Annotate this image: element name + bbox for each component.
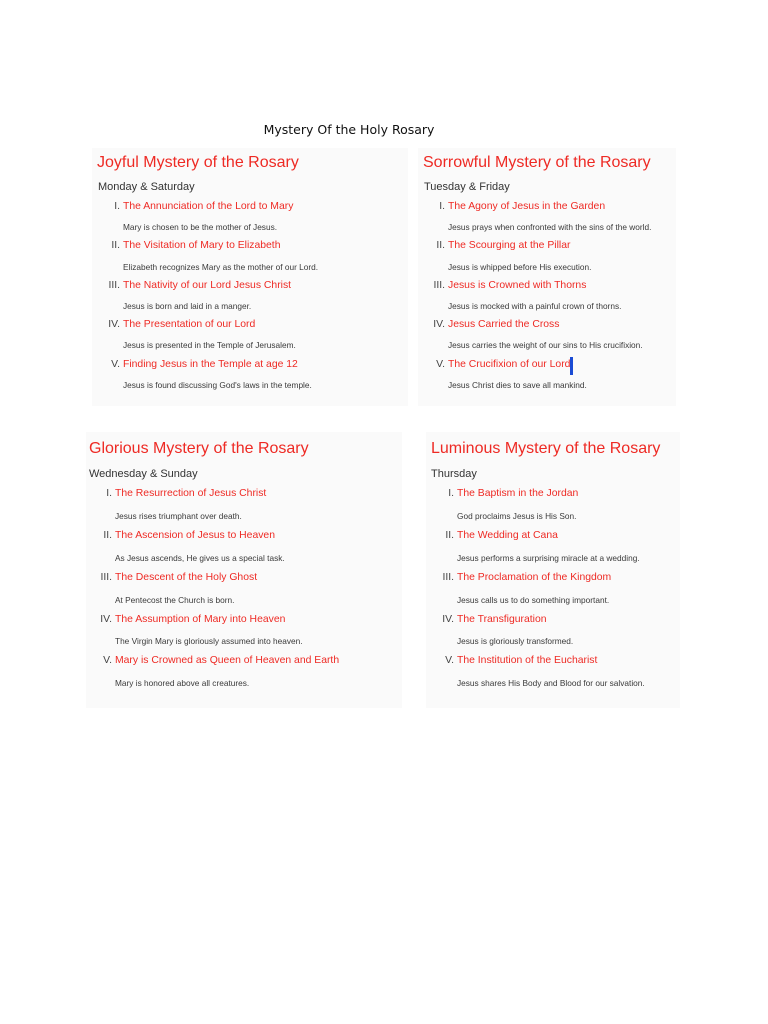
joyful-mystery-3-title: The Nativity of our Lord Jesus Christ — [123, 280, 292, 291]
luminous-numeral-3: III. — [442, 572, 454, 583]
sorrowful-mystery-3-title: Jesus is Crowned with Thorns — [448, 280, 587, 291]
document-title: Mystery Of the Holy Rosary — [263, 122, 435, 137]
sorrowful-numeral-4: IV. — [433, 319, 445, 330]
glorious-numeral-1: I. — [106, 488, 112, 499]
luminous-days: Thursday — [431, 468, 477, 480]
glorious-mystery-2-title: The Ascension of Jesus to Heaven — [115, 530, 275, 541]
luminous-heading: Luminous Mystery of the Rosary — [431, 440, 661, 457]
joyful-numeral-1: I. — [114, 201, 120, 212]
glorious-mystery-1-desc: Jesus rises triumphant over death. — [115, 511, 242, 521]
luminous-mystery-2-desc: Jesus performs a surprising miracle at a wedding. — [457, 553, 640, 563]
luminous-mystery-1-desc: God proclaims Jesus is His Son. — [457, 511, 577, 521]
sorrowful-mystery-2-desc: Jesus is whipped before His execution. — [448, 262, 592, 272]
glorious-mystery-5-desc: Mary is honored above all creatures. — [115, 678, 250, 688]
glorious-numeral-2: II. — [103, 530, 112, 541]
joyful-mystery-3-desc: Jesus is born and laid in a manger. — [123, 301, 252, 311]
joyful-mystery-2-title: The Visitation of Mary to Elizabeth — [123, 240, 281, 251]
joyful-mystery-5-title: Finding Jesus in the Temple at age 12 — [123, 359, 298, 370]
sorrowful-mystery-4-desc: Jesus carries the weight of our sins to His crucifixion. — [448, 340, 643, 350]
sorrowful-numeral-2: II. — [436, 240, 445, 251]
glorious-mystery-4-desc: The Virgin Mary is gloriously assumed into heaven. — [115, 636, 303, 646]
text-cursor — [570, 357, 573, 375]
joyful-days: Monday & Saturday — [98, 181, 195, 193]
sorrowful-mystery-5-desc: Jesus Christ dies to save all mankind. — [448, 380, 587, 390]
glorious-heading: Glorious Mystery of the Rosary — [89, 440, 309, 457]
sorrowful-days: Tuesday & Friday — [424, 181, 510, 193]
sorrowful-mystery-2-title: The Scourging at the Pillar — [448, 240, 571, 251]
luminous-mystery-2-title: The Wedding at Cana — [457, 530, 558, 541]
sorrowful-mystery-5-title: The Crucifixion of our Lord — [448, 359, 571, 370]
luminous-numeral-1: I. — [448, 488, 454, 499]
joyful-mystery-4-desc: Jesus is presented in the Temple of Jerusalem. — [123, 340, 296, 350]
luminous-mystery-1-title: The Baptism in the Jordan — [457, 488, 579, 499]
luminous-numeral-4: IV. — [442, 614, 454, 625]
joyful-mystery-4-title: The Presentation of our Lord — [123, 319, 256, 330]
luminous-numeral-2: II. — [445, 530, 454, 541]
glorious-days: Wednesday & Sunday — [89, 468, 198, 480]
joyful-numeral-3: III. — [108, 280, 120, 291]
luminous-mystery-4-title: The Transfiguration — [457, 614, 547, 625]
glorious-mystery-3-desc: At Pentecost the Church is born. — [115, 595, 235, 605]
joyful-mystery-1-title: The Annunciation of the Lord to Mary — [123, 201, 294, 212]
luminous-mystery-3-desc: Jesus calls us to do something important. — [457, 595, 610, 605]
glorious-mystery-1-title: The Resurrection of Jesus Christ — [115, 488, 267, 499]
joyful-numeral-5: V. — [111, 359, 120, 370]
glorious-mystery-2-desc: As Jesus ascends, He gives us a special task. — [115, 553, 285, 563]
luminous-mystery-3-title: The Proclamation of the Kingdom — [457, 572, 612, 583]
glorious-mystery-3-title: The Descent of the Holy Ghost — [115, 572, 258, 583]
joyful-numeral-4: IV. — [108, 319, 120, 330]
sorrowful-mystery-3-desc: Jesus is mocked with a painful crown of thorns. — [448, 301, 622, 311]
luminous-numeral-5: V. — [445, 655, 454, 666]
luminous-mystery-5-desc: Jesus shares His Body and Blood for our salvation. — [457, 678, 645, 688]
glorious-numeral-5: V. — [103, 655, 112, 666]
sorrowful-mystery-4-title: Jesus Carried the Cross — [448, 319, 560, 330]
joyful-heading: Joyful Mystery of the Rosary — [97, 154, 299, 171]
luminous-mystery-4-desc: Jesus is gloriously transformed. — [457, 636, 574, 646]
glorious-numeral-3: III. — [100, 572, 112, 583]
joyful-mystery-5-desc: Jesus is found discussing God's laws in the temple. — [123, 380, 312, 390]
sorrowful-heading: Sorrowful Mystery of the Rosary — [423, 154, 651, 171]
glorious-mystery-5-title: Mary is Crowned as Queen of Heaven and Earth — [115, 655, 340, 666]
glorious-numeral-4: IV. — [100, 614, 112, 625]
joyful-numeral-2: II. — [111, 240, 120, 251]
glorious-mystery-4-title: The Assumption of Mary into Heaven — [115, 614, 286, 625]
luminous-mystery-5-title: The Institution of the Eucharist — [457, 655, 598, 666]
joyful-mystery-2-desc: Elizabeth recognizes Mary as the mother of our Lord. — [123, 262, 319, 272]
sorrowful-numeral-5: V. — [436, 359, 445, 370]
sorrowful-mystery-1-desc: Jesus prays when confronted with the sins of the world. — [448, 222, 652, 232]
joyful-mystery-1-desc: Mary is chosen to be the mother of Jesus. — [123, 222, 278, 232]
sorrowful-mystery-1-title: The Agony of Jesus in the Garden — [448, 201, 606, 212]
sorrowful-numeral-1: I. — [439, 201, 445, 212]
sorrowful-numeral-3: III. — [433, 280, 445, 291]
